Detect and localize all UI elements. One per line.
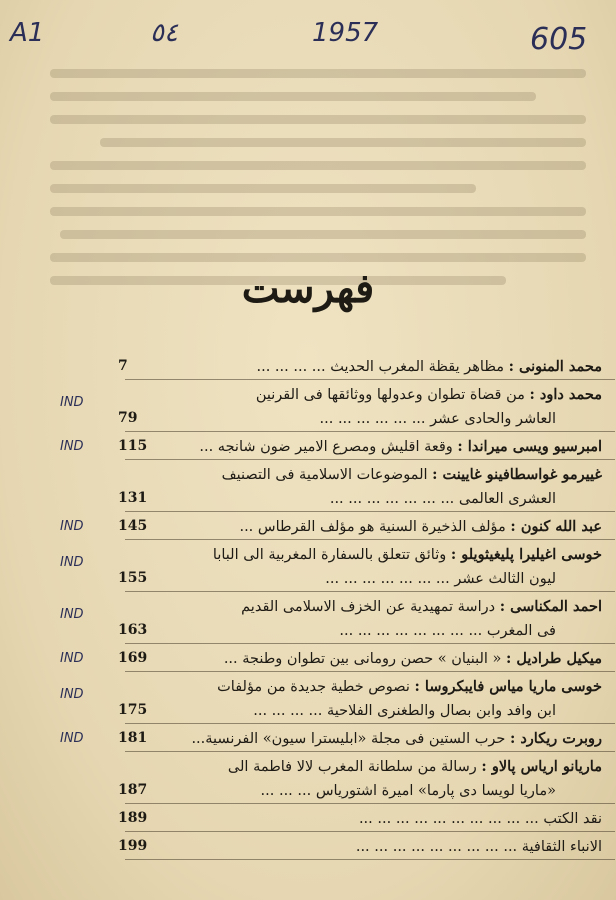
entry-divider	[125, 723, 615, 724]
toc-entry-title: وقعة اقليش ومصرع الامير ضون شانجه	[217, 439, 458, 455]
toc-entry-line	[132, 729, 602, 749]
toc-entry-title: وثائق تتعلق بالسفارة المغربية الى البابا	[212, 547, 451, 563]
toc-author: امبرسيو ويسى ميراندا :	[457, 438, 602, 455]
toc-entry-title: رسالة من سلطانة المغرب لالا فاطمة الى	[227, 759, 482, 775]
toc-entry-line	[86, 409, 556, 429]
toc-page-number: 199	[118, 838, 148, 854]
toc-entry-title: «ماريا لويسا دى پارما» اميرة اشتورياس	[315, 783, 556, 799]
toc-entry-line	[86, 569, 556, 589]
entry-divider	[125, 511, 615, 512]
toc-entry-line	[132, 545, 602, 565]
toc-page-number: 181	[118, 730, 148, 746]
toc-author: روبرت ريكارد :	[509, 730, 602, 747]
toc-leader-dots: ... ... ... ... ... ... ... ...	[339, 623, 487, 639]
handwritten-ind-note: IND	[60, 731, 84, 746]
entry-divider	[125, 459, 615, 460]
toc-leader-dots: ... ... ... ... ... ... ... ... ...	[355, 839, 522, 855]
toc-entry-title: ابن وافد وابن بصال والطغنرى الفلاحية	[327, 703, 556, 719]
entry-divider	[125, 859, 615, 860]
toc-entry-title: ليون الثالث عشر	[454, 571, 556, 587]
toc-entry-line	[132, 437, 602, 457]
toc-entry-line	[86, 621, 556, 641]
toc-entry-title: من قضاة تطوان وعدولها ووثائقها فى القرنين	[255, 387, 530, 403]
toc-entry-title: العاشر والحادى عشر	[430, 411, 556, 427]
toc-entry-title: الموضوعات الاسلامية فى التصنيف	[221, 467, 433, 483]
toc-leader-dots: ... ... ... ... ... ...	[319, 411, 431, 427]
toc-entry-title: الانباء الثقافية	[521, 839, 602, 855]
entry-divider	[125, 643, 615, 644]
toc-leader-dots: ... ... ... ... ... ... ... ... ... ...	[358, 811, 544, 827]
handwritten-shelf-mark: A1	[10, 18, 45, 48]
toc-page-number: 155	[118, 570, 148, 586]
toc-author: خوسى ماريا مياس فايبكروسا :	[414, 678, 602, 695]
toc-leader-dots: ...	[199, 439, 218, 455]
handwritten-ind-note: IND	[60, 439, 84, 454]
toc-entry-title: دراسة تمهيدية عن الخزف الاسلامى القديم	[241, 599, 500, 615]
toc-entry-title: نقد الكتب	[543, 811, 602, 827]
toc-leader-dots: ... ... ...	[260, 783, 316, 799]
toc-entry-title: حرب الستين فى مجلة «ابليسترا سيون» الفرنسية	[205, 731, 510, 747]
toc-page-number: 175	[118, 702, 148, 718]
entry-divider	[125, 831, 615, 832]
toc-author: غييرمو غواسطافينو غايينت :	[432, 466, 602, 483]
entry-divider	[125, 803, 615, 804]
toc-leader-dots: ... ... ... ...	[253, 703, 327, 719]
toc-entry-line	[132, 357, 602, 377]
handwritten-arabic-number: ٥٤	[150, 18, 178, 48]
toc-entry-line	[132, 837, 602, 857]
toc-leader-dots: ...	[191, 731, 206, 747]
toc-entry-line	[132, 385, 602, 405]
toc-page-number: 189	[118, 810, 148, 826]
toc-leader-dots: ...	[223, 651, 243, 667]
toc-author: ماريانو ارياس پالاو :	[481, 758, 602, 775]
handwritten-ind-note: IND	[60, 651, 84, 666]
toc-entry-line	[132, 649, 602, 669]
entry-divider	[125, 751, 615, 752]
handwritten-ind-note: IND	[60, 395, 84, 410]
toc-author: احمد المكناسى :	[499, 598, 602, 615]
toc-page-number: 187	[118, 782, 148, 798]
entry-divider	[125, 431, 615, 432]
entry-divider	[125, 591, 615, 592]
toc-author: خوسى اغيليرا پليغيثويلو :	[450, 546, 602, 563]
toc-page-number: 7	[118, 358, 128, 374]
toc-entry-line	[86, 781, 556, 801]
toc-entry-line	[132, 677, 602, 697]
toc-page-number: 79	[118, 410, 138, 426]
toc-entry-line	[132, 517, 602, 537]
toc-entry-title: فى المغرب	[486, 623, 556, 639]
toc-entry-line	[86, 489, 556, 509]
toc-entry-line	[86, 701, 556, 721]
toc-author: محمد داود :	[529, 386, 602, 403]
toc-author: عبد الله كنون :	[510, 518, 602, 535]
toc-leader-dots: ...	[239, 519, 258, 535]
toc-page-number: 131	[118, 490, 148, 506]
toc-page-number: 145	[118, 518, 148, 534]
toc-entry-line	[132, 597, 602, 617]
table-of-contents-title: فهرست	[241, 265, 375, 312]
handwritten-ind-note: IND	[60, 607, 84, 622]
toc-leader-dots: ... ... ... ... ... ... ...	[329, 491, 459, 507]
entry-divider	[125, 539, 615, 540]
toc-entry-title: العشرى العالمى	[458, 491, 556, 507]
handwritten-ind-note: IND	[60, 687, 84, 702]
toc-author: محمد المنونى :	[508, 358, 602, 375]
toc-page-number: 163	[118, 622, 148, 638]
entry-divider	[125, 671, 615, 672]
toc-leader-dots: ... ... ... ...	[256, 359, 331, 375]
toc-entry-title: « البنيان » حصن رومانى بين تطوان وطنجة	[242, 651, 506, 667]
entry-divider	[125, 379, 615, 380]
toc-entry-line	[132, 757, 602, 777]
toc-entry-line	[132, 465, 602, 485]
toc-leader-dots: ... ... ... ... ... ... ...	[325, 571, 455, 587]
toc-page-number: 169	[118, 650, 148, 666]
toc-author: ميكيل طراديل :	[506, 650, 602, 667]
handwritten-ind-note: IND	[60, 555, 84, 570]
toc-entry-title: نصوص خطية جديدة من مؤلفات	[217, 679, 415, 695]
toc-page-number: 115	[118, 438, 148, 454]
toc-entry-title: مظاهر يقظة المغرب الحديث	[330, 359, 509, 375]
handwritten-ind-note: IND	[60, 519, 84, 534]
handwritten-page-number: 605	[530, 22, 588, 57]
toc-entry-title: مؤلف الذخيرة السنية هو مؤلف القرطاس	[257, 519, 511, 535]
toc-entry-line	[132, 809, 602, 829]
handwritten-year: 1957	[312, 18, 379, 48]
